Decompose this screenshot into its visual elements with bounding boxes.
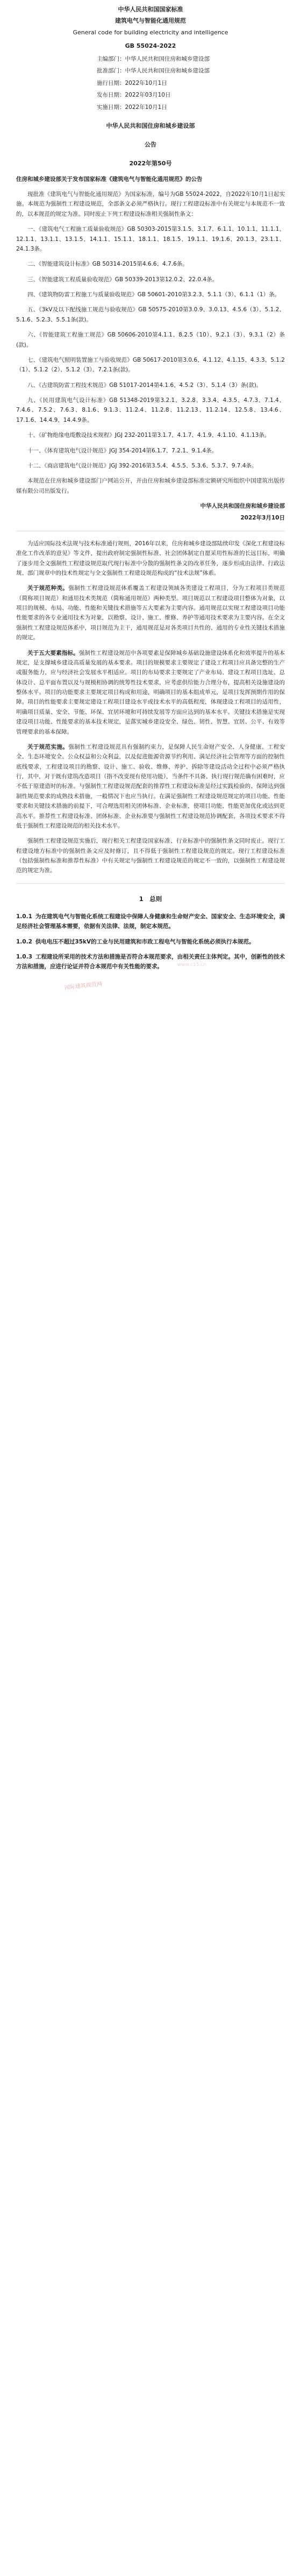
repealed-article-item: 二、《智能建筑设计标准》GB 50314-2015第4.6.6、4.7.6条。: [27, 261, 188, 268]
watermark-url: www.c15.cn: [177, 962, 207, 968]
meta-value: 中华人民共和国住房和城乡建设部: [125, 56, 210, 62]
clause-text: 工程建设所采用的技术方法和措施是否符合本规范要求，由相关责任主体判定。其中，创新性的技术方法和措施，应进行论证并符合本规范中有关性能的要求。: [16, 954, 285, 970]
preface: [16, 539, 285, 876]
preface-text: 强制性工程建设规范具有强制约束力，是保障人民生命财产安全、人身健康、工程安全、生态环境安全、公众权益和公众利益，以及促进能源资源节约利用、满足经济社会管理等方面的控制性底线要求，工程建设项目的勘察、设计、施工、验收、维修、养护、拆除等建设活动全过程中必须严格执行，其中，对于既有建筑改造项目（指不改变现有使用功能），当条件不具备、执行现行规范确有困难时，应不低于原建造时的标准。与强制性工程建设规范配套的推荐性工程建设标准是经过实践检验的、保障达到强制性规范要求的成熟技术措施，一般情况下也应当执行。在满足强制性工程建设规范规定的项目功能、性能要求和关键技术措施的前提下，可合理选用相关团体标准、企业标准，使项目功能、性能更加优化或达到更高水平。推荐性工程建设标准、团体标准、企业标准要与强制性工程建设规范协调配套，各项技术要求不得低于强制性工程建设规范的相关技术水平。: [16, 743, 285, 829]
repealed-article-item: 四、《建筑物防雷工程施工与质量验收规范》GB 50601-2010第3.2.3、5.1.1（3）、6.1.1（1）条。: [27, 291, 281, 298]
preface-lead: 关于五大要素指标。: [27, 649, 79, 656]
repealed-article-item: 六、《智能建筑工程施工规范》GB 50606-2010第4.1.1、8.2.5（10）、9.2.1（3）、9.3.1（2）条(款)。: [16, 332, 285, 348]
meta-value: 2022年10月1日: [125, 79, 167, 86]
meta-row: [97, 103, 285, 112]
meta-label: 批准部门：: [97, 68, 125, 75]
repealed-article-item: 八、《古建筑防雷工程技术规范》GB 51017-2014第4.1.6、4.5.2（3）、5.1.4（3）条(款)。: [27, 382, 262, 389]
repealed-article-item: 十二、《商店建筑电气设计规范》JGJ 392-2016第3.5.4、4.5.5、5.3.6、5.3.7、9.7.4条。: [27, 462, 257, 469]
meta-label: 主编部门：: [97, 56, 125, 62]
meta-value: 中华人民共和国住房和城乡建设部: [125, 68, 210, 75]
issue-date: 2022年3月10日: [240, 515, 285, 522]
repealed-article-item: 七、《建筑电气照明装置施工与验收规范》GB 50617-2010第3.0.6、4.1.12、4.1.15、4.3.3、5.1.2（1）、5.1.2（2）、5.1.2（3）、7.2.1条(款)。: [16, 356, 285, 374]
ministry-heading: 中华人民共和国住房和城乡建设部: [106, 122, 195, 129]
preface-paragraph: [16, 539, 285, 579]
meta-value: 2022年10月1日: [125, 104, 167, 111]
repealed-article-item: 九、《民用建筑电气设计标准》GB 51348-2019第3.2.1、3.2.8、3.3.4、4.3.5、4.7.3、7.1.4、7.4.6、7.5.2、7.6.3、8.1.6、9.1.3、11.2.4、11.2.8、11.2.13、11.2.14、12.5.8、13.4.6、17.1.6、14.4.9、14.4.9条。: [16, 397, 285, 423]
preface-paragraph: [16, 742, 285, 831]
repealed-article-item: 三、《智能建筑工程质量验收规范》GB 50339-2013第12.0.2、22.0.4条。: [27, 276, 218, 283]
announcement-number: 2022年第50号: [129, 160, 172, 167]
standard-code: GB 55024-2022: [125, 42, 176, 49]
announcement-subject: 住房和城乡建设部关于发布国家标准《建筑电气与智能化通用规范》的公告: [16, 175, 203, 182]
preface-lead: 关于规范种类。: [27, 585, 69, 592]
announcement-intro: 现批准《建筑电气与智能化通用规范》为国家标准，编号为GB 55024-2022，自2022年10月1日起实施。本规范为强制性工程建设规范，全部条文必须严格执行。现行工程建设标准中有关规定与本规范不一致的，以本规范的规定为准。同时废止下列工程建设标准相关强制性条文：: [16, 191, 285, 217]
clause-number: 1.0.1: [16, 913, 32, 920]
preface-text: 强制性工程建设规范中各项要素是保障城乡基础设施建设体系化和效率提升的基本规定，是支撑城乡建设高质量发展的基本要求。项目的规模要求主要规定了建设工程项目应具备完整的生产或服务能力，应与经济社会发展水平相适应。项目的布局要求主要规定了产业布局、建设工程项目选址、总体设计、总平面布置以及与规模相协调的统筹性技术要求，应考虑供给能力合理分布，提高相关设施建设的整体水平。项目的功能要求主要规定项目构成和用途，明确项目的基本组成单元，是项目发挥预期作用的保障。项目的性能要求主要规定建设工程项目建设水平或技术水平的高低程度，体现建设工程项目的适用性，明确项目质量、安全、节能、环保、宜居环境和可持续发展等方面应达到的基本水平。关键技术措施是实现建设项目功能、性能要求的基本技术规定，是落实城乡建设安全、绿色、韧性、智慧、宜居、公平、有效等管理要求的基本保障。: [16, 649, 285, 735]
meta-block: [16, 54, 285, 112]
clause-number: 1.0.2: [16, 938, 32, 945]
standard-header: [16, 4, 285, 51]
preface-lead: 关于规范实施。: [27, 743, 69, 750]
meta-row: [97, 66, 285, 76]
announcement-heading: 公告: [145, 141, 156, 149]
announcement-closing: 本规范在住房和城乡建设部门户网站公开，并由住房和城乡建设部标准定额研究所组织中国建筑出版传媒有限公司出版发行。: [16, 478, 285, 494]
divider: [16, 883, 285, 884]
meta-row: [97, 90, 285, 100]
issuer-signature: 中华人民共和国住房和城乡建设部: [200, 503, 285, 509]
preface-text: 强制性工程建设规范实施后，现行相关工程建设国家标准、行业标准中的强制性条文同时废止。现行工程建设地方标准中的强制性条文应及时修订，且不得低于强制性工程建设规范的规定。现行工程建设标准（包括强制性标准和推荐性标准）中有关规定与强制性工程建设规范的规定不一致的，以强制性工程建设规范的规定为准。: [16, 838, 285, 874]
national-standard-label: 中华人民共和国国家标准: [118, 6, 183, 13]
clauses-list: [16, 912, 285, 972]
repealed-article-item: 一、《建筑电气工程施工质量验收规范》GB 50303-2015第3.1.5、3.1.7、6.1.1、10.1.1、11.1.1、12.1.1、13.1.1、13.1.5、14.1.1、15.1.1、18.1.1、18.1.5、19.1.1、19.1.6、20.1.3、23.1.1、24.1.3条。: [16, 226, 285, 252]
preface-paragraph: [16, 648, 285, 737]
repealed-article-item: 十一、《体育建筑电气设计规范》JGJ 354-2014第6.1.7、7.2.1、9.1.4条。: [27, 447, 218, 454]
repealed-articles-list: [16, 224, 285, 471]
meta-row: [97, 78, 285, 88]
clause: [16, 937, 285, 947]
meta-label: 施行日期：: [97, 79, 125, 86]
preface-text: 强制性工程建设规范体系覆盖工程建设领域各类建设工程项目，分为工程项目类规范（简称项目规范）和通用技术类规范（简称通用规范）两种类型。项目规范以工程建设项目整体为对象，以项目的规模、布局、功能、性能和关键技术措施等五大要素为主要内容。通用规范以实现工程建设项目功能性能要求的各专业通用技术为对象，以勘察、设计、施工、维修、养护等通用技术要求为主要内容。在全文强制性工程建设规范体系中，项目规范为主干，通用规范是对各类项目共性的、通用的专业性关键技术措施的规定。: [16, 585, 285, 641]
meta-value: 2022年03月10日: [125, 92, 171, 99]
standard-title-zh: 建筑电气与智能化通用规范: [115, 17, 186, 25]
clause-text: 供电电压不超过35kV的工业与民用建筑和市政工程电气与智能化系统必须执行本规范。: [35, 938, 255, 945]
preface-paragraph: [16, 836, 285, 876]
clause: [16, 912, 285, 932]
clause: [16, 952, 285, 972]
document: [16, 0, 285, 1012]
chapter-title: 1 总则: [139, 895, 162, 903]
standard-title-en: General code for building electricity and intelligence: [73, 28, 228, 36]
meta-row: [97, 54, 285, 64]
clause-text: 为在建筑电气与智能化系统工程建设中保障人身健康和生命财产安全、国家安全、生态环境安全，满足经济社会管理基本需要，依据有关法律、法规，制定本规范。: [16, 913, 285, 930]
meta-label: 实施日期：: [97, 104, 125, 111]
watermark-text: 国际建筑规范网: [64, 981, 103, 991]
repealed-article-item: 五、《3kV及以下配线施工规范与验收规范》GB 50575-2010第3.0.9、3.0.13、4.5.6（3）、5.1.2、5.1.6、5.2.3、5.5.1条(款)。: [16, 306, 285, 323]
preface-paragraph: [16, 583, 285, 642]
repealed-article-item: 十、《矿物绝缘电缆敷设技术规程》JGJ 232-2011第3.1.7、4.1.7、4.1.9、4.1.10、4.1.13条。: [27, 432, 270, 439]
preface-text: 为适应国际技术法规与技术标准通行规则，2016年以来，住房和城乡建设部陆续印发《深化工程建设标准化工作改革的意见》等文件，提出政府制定强制性标准、社会团体制定自愿采用性标准的长远目标，明确了逐步用全文强制性工程建设规范取代现行标准中分散的强制性条文的改革任务，逐步形成由法律、行政法规、部门规章中的技术性规定与全文强制性工程建设规范构成的“技术法规”体系。: [16, 540, 285, 576]
meta-label: 发布日期：: [97, 92, 125, 99]
clause-number: 1.0.3: [16, 954, 32, 960]
